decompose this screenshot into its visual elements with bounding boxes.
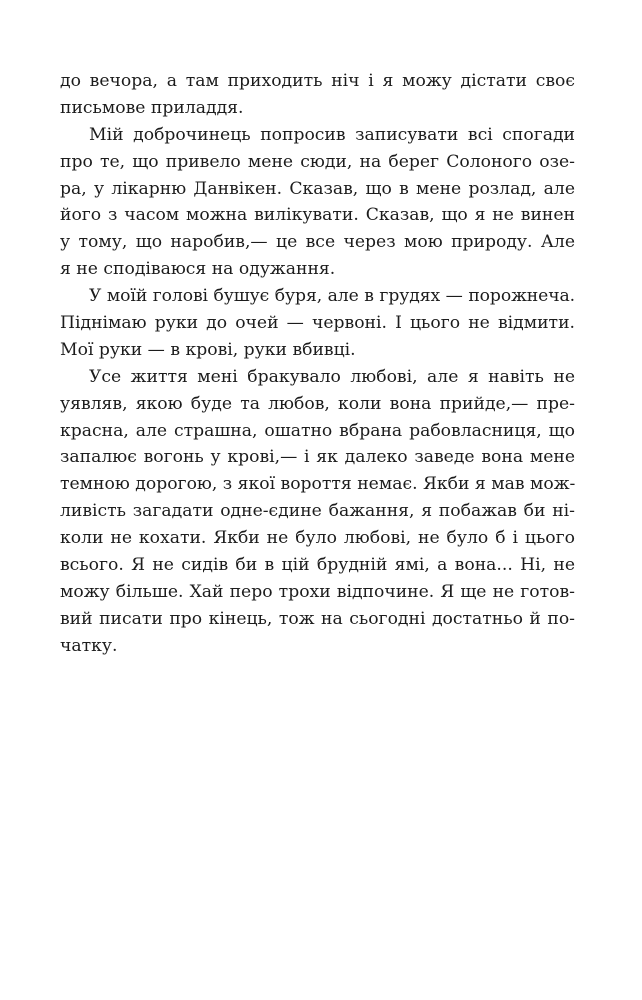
text-line: до вечора, а там приходить ніч і я можу дістати своє [60,71,575,91]
paragraph-start-line: Усе життя мені бракувало любові, але я навіть не [89,366,575,387]
text-line: уявляв, якою буде та любов, коли вона прийде,— пре- [60,393,575,414]
paragraph-end-line: я не сподіваюся на одужання. [60,259,336,280]
text-line: вий писати про кінець, тож на сьогодні достатньо й по- [60,608,575,629]
text-line: у тому, що наробив,— це все через мою природу. Але [60,232,575,253]
text-line: ра, у лікарню Данвікен. Сказав, що в мене розлад, але [60,178,575,199]
text-line: запалює вогонь у крові,— і як далеко заведе вона мене [60,447,575,468]
body-text [60,68,575,660]
text-line: його з часом можна вилікувати. Сказав, що я не винен [60,205,575,226]
text-line: можу більше. Хай перо трохи відпочине. Я ще не готов- [60,581,575,602]
text-line: ливість загадати одне-єдине бажання, я побажав би ні- [60,501,575,522]
text-line: темною дорогою, з якої вороття немає. Якби я мав мож- [60,474,575,495]
paragraph-start-line: У моїй голові бушує буря, але в грудях — порожнеча. [89,286,575,307]
text-line: коли не кохати. Якби не було любові, не було б і цього [60,528,575,549]
text-line: красна, але страшна, ошатно вбрана рабовласниця, що [60,420,575,441]
text-line: Піднімаю руки до очей — червоні. І цього не відмити. [60,313,575,334]
paragraph-end-line: письмове приладдя. [60,97,244,118]
paragraph-end-line: Мої руки — в крові, руки вбивці. [60,339,356,360]
paragraph-end-line: чатку. [60,635,118,656]
text-line: про те, що привело мене сюди, на берег Солоного озе- [60,151,575,172]
text-line: всього. Я не сидів би в цій брудній ямі, а вона... Ні, не [60,555,575,576]
paragraph-start-line: Мій доброчинець попросив записувати всі спогади [89,124,575,145]
